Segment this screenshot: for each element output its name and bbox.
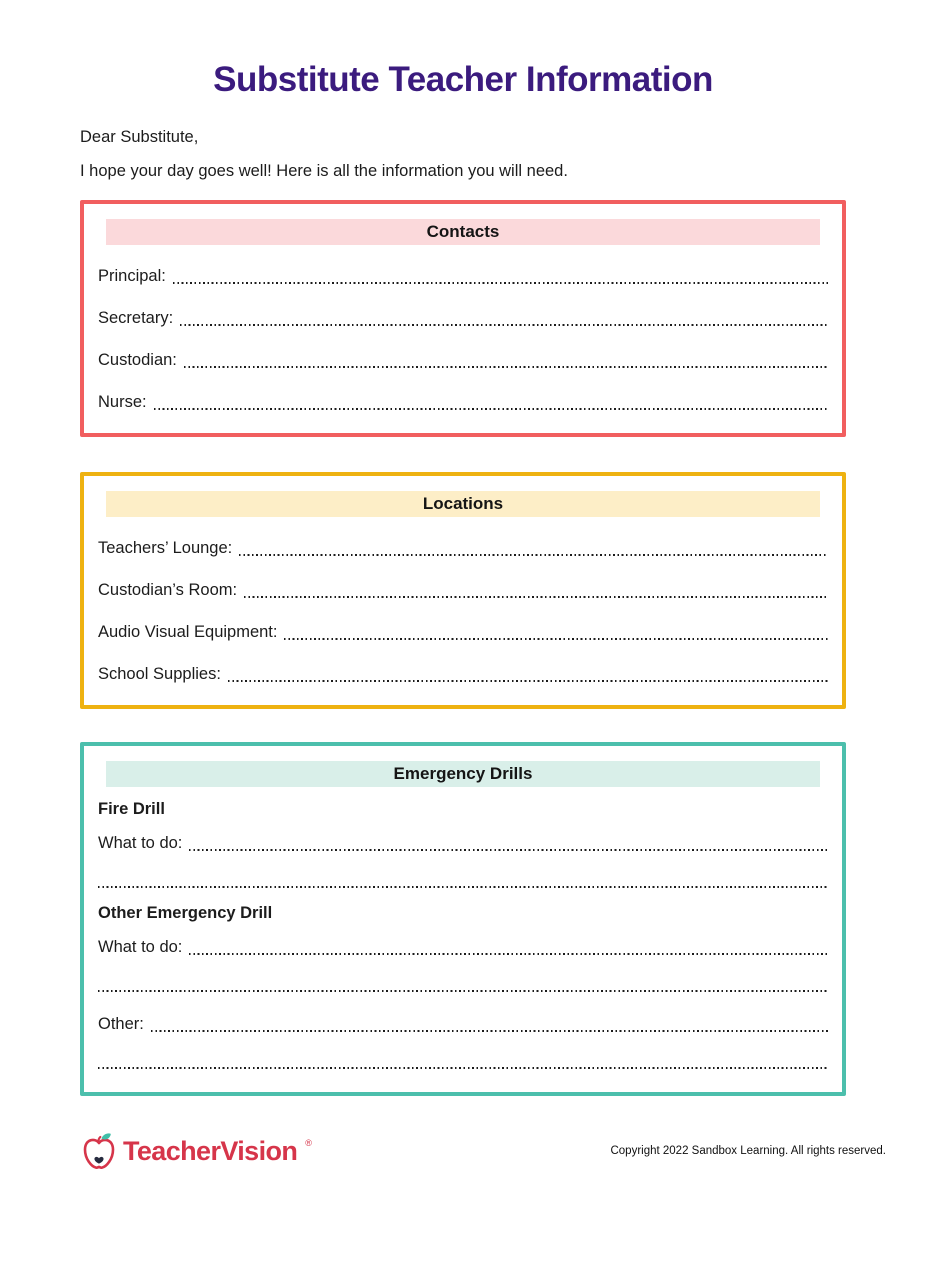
greeting-text: Dear Substitute,	[80, 128, 199, 146]
contacts-field-principal	[98, 263, 828, 287]
dotted-fill-line	[151, 1030, 828, 1032]
dotted-fill-line	[98, 990, 828, 992]
apple-logo-icon	[82, 1132, 116, 1170]
fire-drill-continuation-line	[98, 867, 828, 891]
emergency-other-field	[98, 1011, 828, 1035]
page-footer	[82, 1132, 886, 1170]
teachervision-logo	[82, 1132, 312, 1170]
contacts-field-secretary	[98, 305, 828, 329]
contacts-field-custodian	[98, 347, 828, 371]
contacts-section	[80, 200, 846, 437]
other-emergency-what-to-do	[98, 934, 828, 958]
field-label: Secretary:	[98, 309, 174, 327]
contacts-section-header: Contacts	[106, 219, 820, 245]
field-label: Principal:	[98, 267, 166, 285]
dotted-fill-line	[189, 849, 828, 851]
locations-field-teachers-lounge	[98, 535, 828, 559]
registered-trademark-symbol: ®	[305, 1138, 312, 1148]
dotted-fill-line	[244, 596, 828, 598]
field-label: Teachers’ Lounge:	[98, 539, 233, 557]
dotted-fill-line	[228, 680, 828, 682]
field-label: Audio Visual Equipment:	[98, 623, 278, 641]
other-emergency-drill-heading: Other Emergency Drill	[98, 904, 273, 922]
contacts-field-nurse	[98, 389, 828, 413]
emergency-section-header: Emergency Drills	[106, 761, 820, 787]
dotted-fill-line	[184, 366, 828, 368]
field-label: What to do:	[98, 938, 183, 956]
emergency-drills-section	[80, 742, 846, 1096]
dotted-fill-line	[173, 282, 828, 284]
dotted-fill-line	[284, 638, 828, 640]
leaf-icon	[102, 1133, 111, 1139]
worksheet-page	[0, 60, 926, 1262]
locations-field-custodians-room	[98, 577, 828, 601]
dotted-fill-line	[98, 886, 828, 888]
brand-wordmark: TeacherVision	[123, 1136, 298, 1166]
dotted-fill-line	[189, 953, 828, 955]
emergency-other-continuation-line	[98, 1048, 828, 1072]
fire-drill-heading: Fire Drill	[98, 800, 165, 818]
dotted-fill-line	[98, 1067, 828, 1069]
copyright-text: Copyright 2022 Sandbox Learning. All rights reserved.	[610, 1145, 886, 1157]
intro-text: I hope your day goes well! Here is all the information you will need.	[80, 162, 568, 180]
locations-field-school-supplies	[98, 661, 828, 685]
field-label: Custodian:	[98, 351, 177, 369]
dotted-fill-line	[239, 554, 828, 556]
dotted-fill-line	[154, 408, 828, 410]
field-label: Other:	[98, 1015, 144, 1033]
field-label: Custodian’s Room:	[98, 581, 238, 599]
locations-section	[80, 472, 846, 709]
dotted-fill-line	[180, 324, 828, 326]
field-label: School Supplies:	[98, 665, 221, 683]
other-emergency-continuation-line	[98, 971, 828, 995]
page-title: Substitute Teacher Information	[213, 60, 713, 99]
heart-icon	[94, 1157, 103, 1164]
field-label: What to do:	[98, 834, 183, 852]
field-label: Nurse:	[98, 393, 147, 411]
fire-drill-what-to-do	[98, 830, 828, 854]
locations-section-header: Locations	[106, 491, 820, 517]
locations-field-audio-visual	[98, 619, 828, 643]
